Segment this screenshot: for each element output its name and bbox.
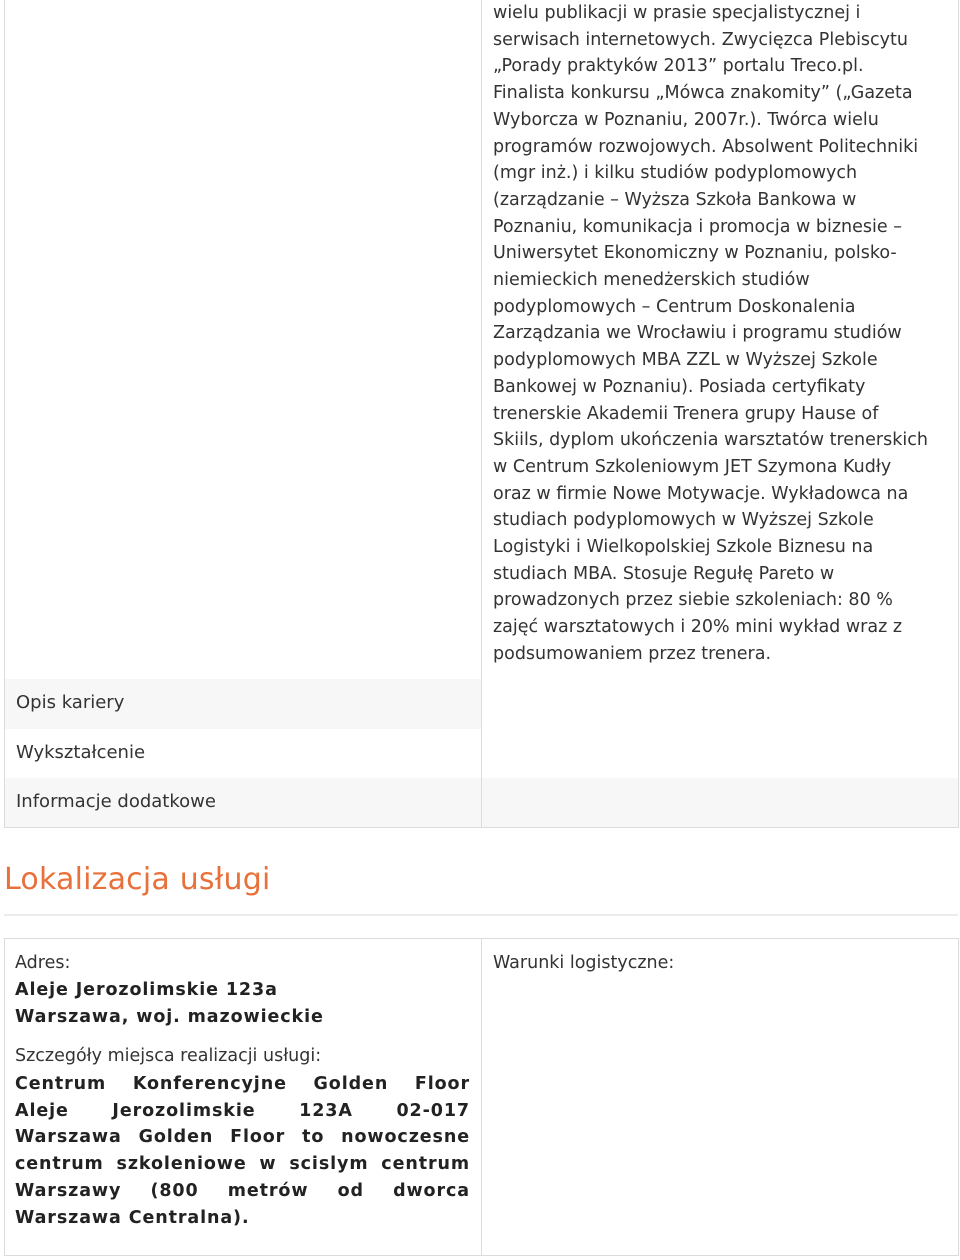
venue-details-label: Szczegóły miejsca realizacji usługi: — [15, 1046, 322, 1066]
row-career-value-cell — [481, 679, 959, 730]
row-education-label: Wykształcenie — [16, 742, 146, 763]
venue-details-value: Centrum Konferencyjne Golden Floor Aleje Jerozolimskie 123A 02-017 Warszawa Golden Floor to nowoczesne centrum szkoleniowe w scislym centrum Warszawy (800 metrów od dworca Warszawa Centralna). — [15, 1074, 470, 1228]
location-logistics-cell — [481, 938, 959, 1256]
row-education-label-cell — [4, 729, 482, 779]
row-additional-label: Informacje dodatkowe — [16, 791, 216, 812]
row-additional-label-cell — [4, 778, 482, 828]
row-additional-value-cell — [481, 778, 959, 828]
section-divider — [4, 914, 958, 916]
row-career-label-cell — [4, 679, 482, 730]
address-line1: Aleje Jerozolimskie 123a — [15, 980, 278, 1000]
location-section-title: Lokalizacja usługi — [4, 862, 271, 897]
logistics-label: Warunki logistyczne: — [493, 953, 675, 973]
address-label: Adres: — [15, 953, 71, 973]
row-education-value-cell — [481, 729, 959, 779]
bio-left-cell — [4, 0, 482, 680]
row-career-label: Opis kariery — [16, 692, 125, 713]
address-line2: Warszawa, woj. mazowieckie — [15, 1007, 324, 1027]
trainer-bio-text: wielu publikacji w prasie specjalistycznej i serwisach internetowych. Zwycięzca Plebiscytu „Porady praktyków 2013” portalu Treco.pl. Finalista konkursu „Mówca znakomity” („Gazeta Wyborcza w Poznaniu, 2007r.). Twórca wielu programów rozwojowych. Absolwent Politechniki (mgr inż.) i kilku studiów podyplomowych (zarządzanie – Wyższa Szkoła Bankowa w Poznaniu, komunikacja i promocja w biznesie – Uniwersytet Ekonomiczny w Poznaniu, polsko- niemieckich menedżerskich studiów podyplomowych – Centrum Doskonalenia Zarządzania we Wrocławiu i programu studiów podyplomowych MBA ZZL w Wyższej Szkole Bankowej w Poznaniu). Posiada certyfikaty trenerskie Akademii Trenera grupy Hause of Skiils, dyplom ukończenia warsztatów trenerskich w Centrum Szkoleniowym JET Szymona Kudły oraz w firmie Nowe Motywacje. Wykładowca na studiach podyplomowych w Wyższej Szkole Logistyki i Wielkopolskiej Szkole Biznesu na studiach MBA. Stosuje Regułę Pareto w prowadzonych przez siebie szkoleniach: 80 % zajęć warsztatowych i 20% mini wykład wraz z podsumowaniem przez trenera. — [493, 3, 928, 664]
